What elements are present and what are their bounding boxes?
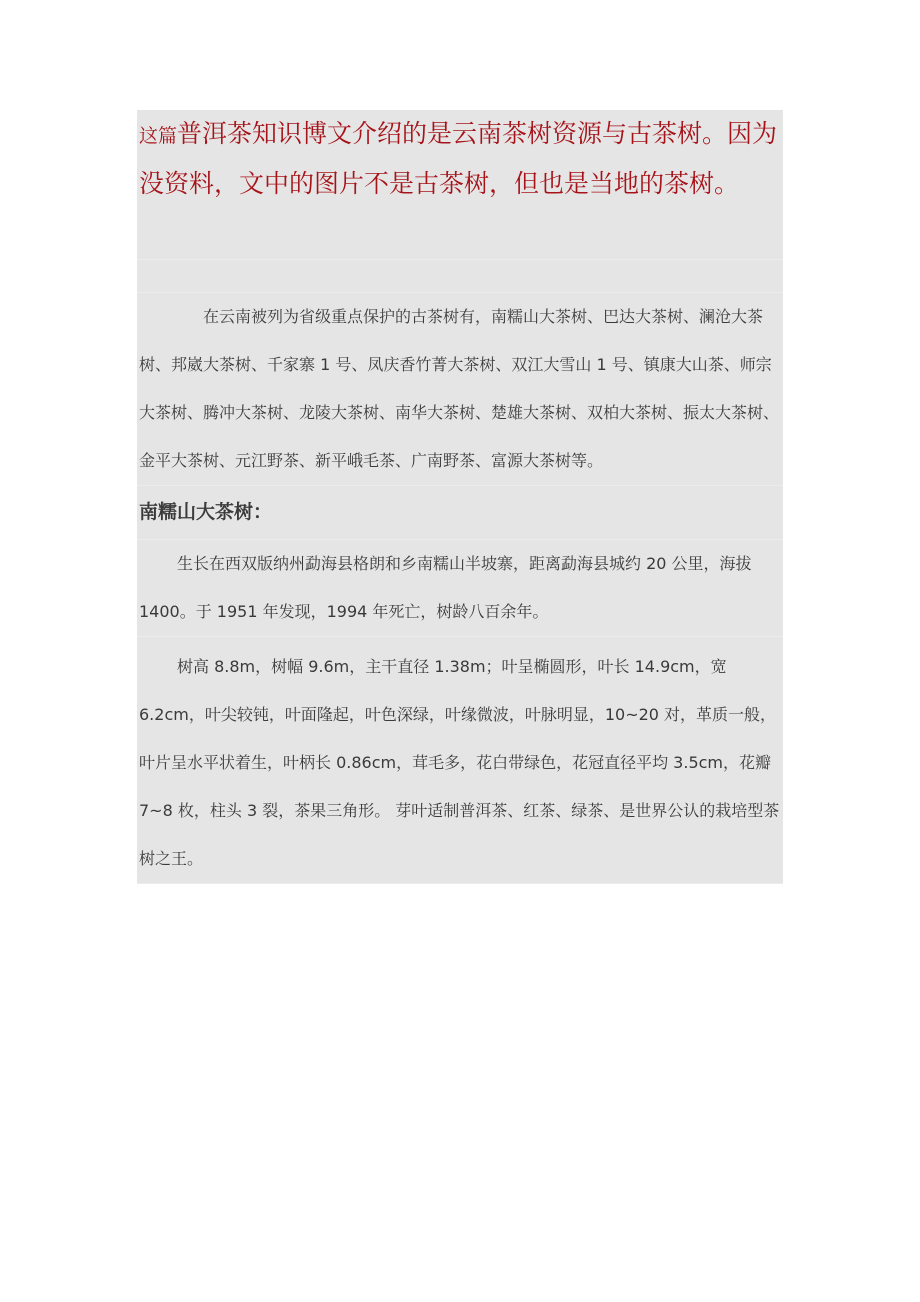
intro-prefix: 这篇: [139, 125, 178, 147]
blank-line: [137, 260, 783, 293]
description-paragraph: 树高 8.8m，树幅 9.6m，主干直径 1.38m；叶呈椭圆形，叶长 14.9cm，宽 6.2cm，叶尖较钝，叶面隆起，叶色深绿，叶缘微波，叶脉明显，10~20 对，革质一般，叶片呈水平状着生，叶柄长 0.86cm，茸毛多，花白带绿色，花冠直径平均 3.5cm，花瓣 7~8 枚，柱头 3 裂，茶果三角形。 芽叶适制普洱茶、红茶、绿茶、是世界公认的栽培型茶树之王。: [137, 643, 783, 884]
section-heading: 南糯山大茶树：: [137, 486, 783, 540]
intro-paragraph: [137, 110, 783, 260]
intro-text: 普洱茶知识博文介绍的是云南茶树资源与古茶树。因为没资料，文中的图片不是古茶树，但也是当地的茶树。: [139, 119, 778, 198]
location-paragraph: 生长在西双版纳州勐海县格朗和乡南糯山半坡寨，距离勐海县城约 20 公里，海拔 1400。于 1951 年发现，1994 年死亡，树龄八百余年。: [137, 540, 783, 637]
article-content: [137, 110, 783, 884]
protected-tea-trees-paragraph: 在云南被列为省级重点保护的古茶树有，南糯山大茶树、巴达大茶树、澜沧大茶树、邦崴大茶树、千家寨 1 号、凤庆香竹菁大茶树、双江大雪山 1 号、镇康大山茶、师宗大茶树、腾冲大茶树、龙陵大茶树、南华大茶树、楚雄大茶树、双柏大茶树、振太大茶树、金平大茶树、元江野茶、新平峨毛茶、广南野茶、富源大茶树等。: [137, 293, 783, 486]
